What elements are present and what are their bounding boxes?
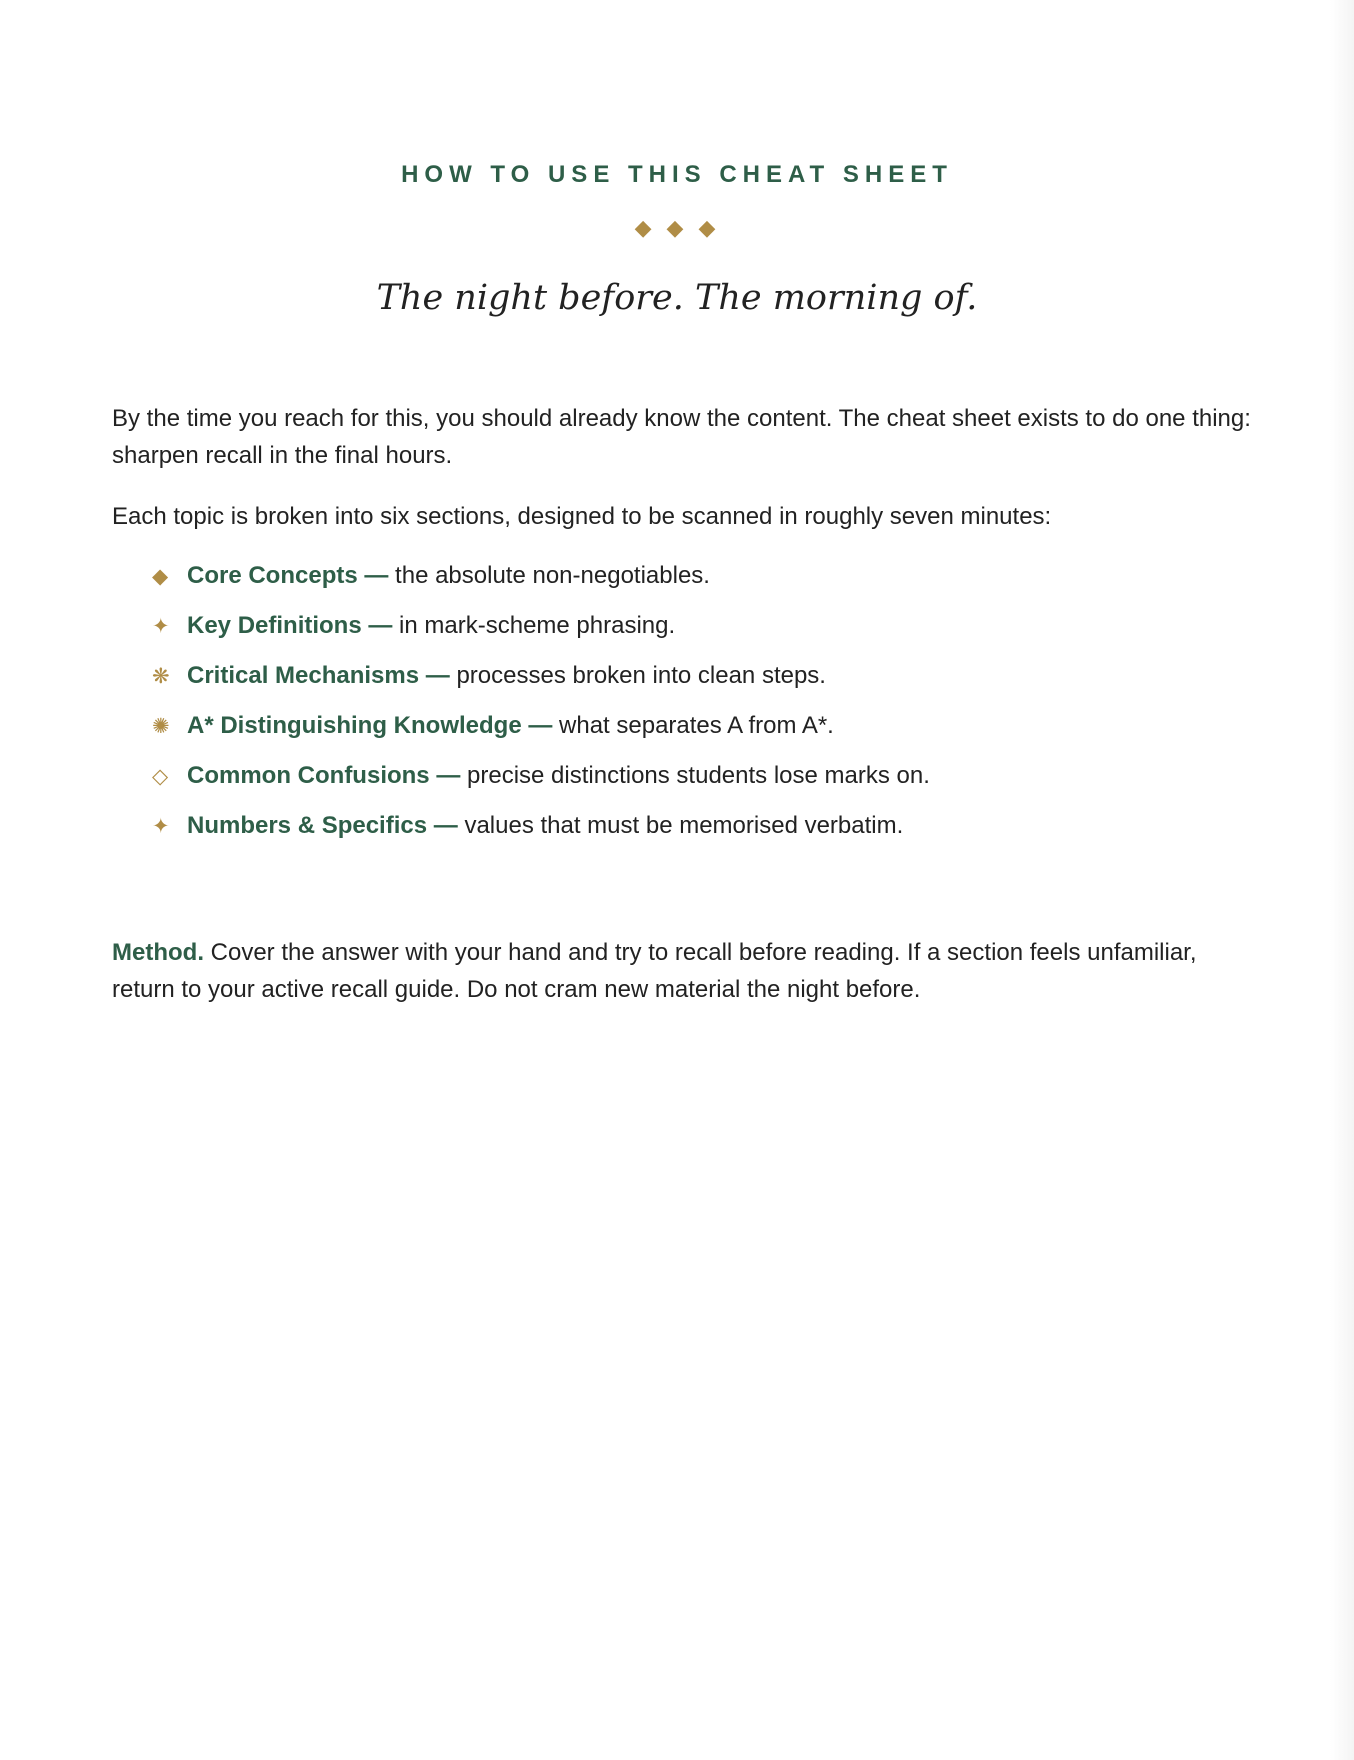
section-term: Numbers & Specifics	[187, 812, 428, 839]
section-description: processes broken into clean steps.	[456, 662, 826, 689]
outline-diamond-icon: ◇	[152, 764, 169, 788]
section-description: precise distinctions students lose marks on.	[467, 762, 930, 789]
list-item	[152, 557, 1252, 607]
em-dash: —	[361, 612, 400, 639]
filled-diamond-icon: ◆	[152, 564, 169, 588]
four-point-star-icon: ✦	[152, 614, 170, 638]
section-term: A* Distinguishing Knowledge	[187, 712, 522, 739]
em-dash: —	[357, 562, 396, 589]
section-heading: HOW TO USE THIS CHEAT SHEET	[401, 161, 953, 188]
list-item	[152, 607, 1252, 657]
section-term: Key Definitions	[187, 612, 362, 639]
method-text: Cover the answer with your hand and try to recall before reading. If a section feels unfamiliar, return to your active recall guide. Do not cram new material the night before.	[112, 939, 1197, 1003]
section-description: values that must be memorised verbatim.	[464, 812, 904, 839]
list-item	[152, 657, 1252, 707]
list-item	[152, 757, 1252, 807]
page-subtitle: The night before. The morning of.	[376, 278, 978, 318]
section-description: what separates A from A*.	[559, 712, 834, 739]
em-dash: —	[427, 812, 465, 839]
section-description: the absolute non-negotiables.	[395, 562, 710, 589]
em-dash: —	[429, 762, 467, 789]
intro-paragraph: By the time you reach for this, you should already know the content. The cheat sheet exists to do one thing: sharpen recall in the final hours.	[112, 405, 1251, 469]
list-item	[152, 807, 1252, 857]
starburst-icon: ✺	[152, 714, 170, 738]
intro-paragraph-sections: Each topic is broken into six sections, designed to be scanned in roughly seven minutes:	[112, 503, 1052, 530]
em-dash: —	[521, 712, 560, 739]
section-term: Critical Mechanisms	[187, 662, 420, 689]
section-description: in mark-scheme phrasing.	[399, 612, 676, 639]
florette-icon: ❋	[152, 664, 170, 688]
method-label: Method.	[112, 939, 204, 966]
em-dash: —	[419, 662, 457, 689]
four-point-star-icon: ✦	[152, 814, 170, 838]
section-term: Common Confusions	[187, 762, 430, 789]
section-term: Core Concepts	[187, 562, 358, 589]
sections-list	[152, 557, 1252, 857]
diamond-ornament-icon: ◆ ◆ ◆	[634, 216, 720, 241]
list-item	[152, 707, 1252, 757]
intro-content	[112, 400, 1252, 857]
method-paragraph	[112, 934, 1252, 1008]
